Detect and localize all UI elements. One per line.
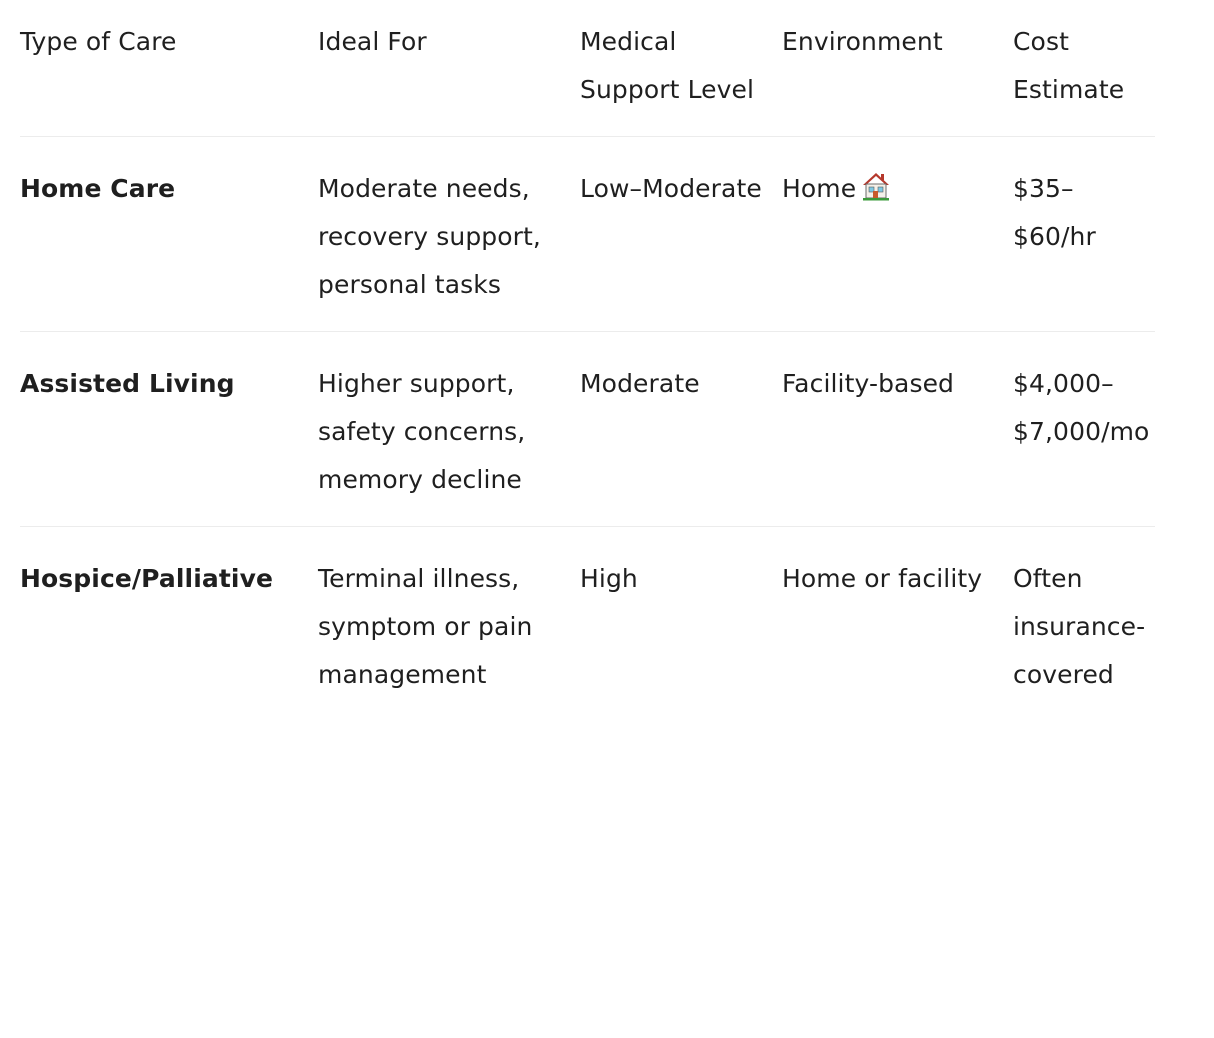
header-environment: Environment <box>782 27 943 56</box>
table-row <box>20 527 1155 722</box>
cell-support-level: Low–Moderate <box>580 174 762 203</box>
cell-support-level: High <box>580 564 638 593</box>
care-comparison-table <box>20 0 1155 721</box>
cell-environment <box>782 137 1013 332</box>
cell-environment-text: Home <box>782 174 857 203</box>
cell-cost: $35–$60/hr <box>1013 174 1096 251</box>
cell-ideal-for: Higher support, safety concerns, memory decline <box>318 369 526 494</box>
cell-type: Assisted Living <box>20 369 235 398</box>
cell-environment: Home or facility <box>782 564 983 593</box>
cell-type: Home Care <box>20 174 176 203</box>
house-icon <box>862 171 890 201</box>
table-row <box>20 332 1155 527</box>
table-body <box>20 137 1155 722</box>
cell-cost: Often insurance-covered <box>1013 564 1146 689</box>
header-cost-estimate: Cost Estimate <box>1013 27 1125 104</box>
header-row <box>20 0 1155 137</box>
table-row <box>20 137 1155 332</box>
cell-ideal-for: Moderate needs, recovery support, personal tasks <box>318 174 541 299</box>
header-ideal-for: Ideal For <box>318 27 427 56</box>
cell-ideal-for: Terminal illness, symptom or pain management <box>318 564 533 689</box>
header-medical-support-level: Medical Support Level <box>580 27 755 104</box>
table-header <box>20 0 1155 137</box>
cell-support-level: Moderate <box>580 369 700 398</box>
cell-type: Hospice/Palliative <box>20 564 274 593</box>
cell-cost: $4,000–$7,000/mo <box>1013 369 1150 446</box>
cell-environment: Facility-based <box>782 369 955 398</box>
header-type-of-care: Type of Care <box>20 27 177 56</box>
